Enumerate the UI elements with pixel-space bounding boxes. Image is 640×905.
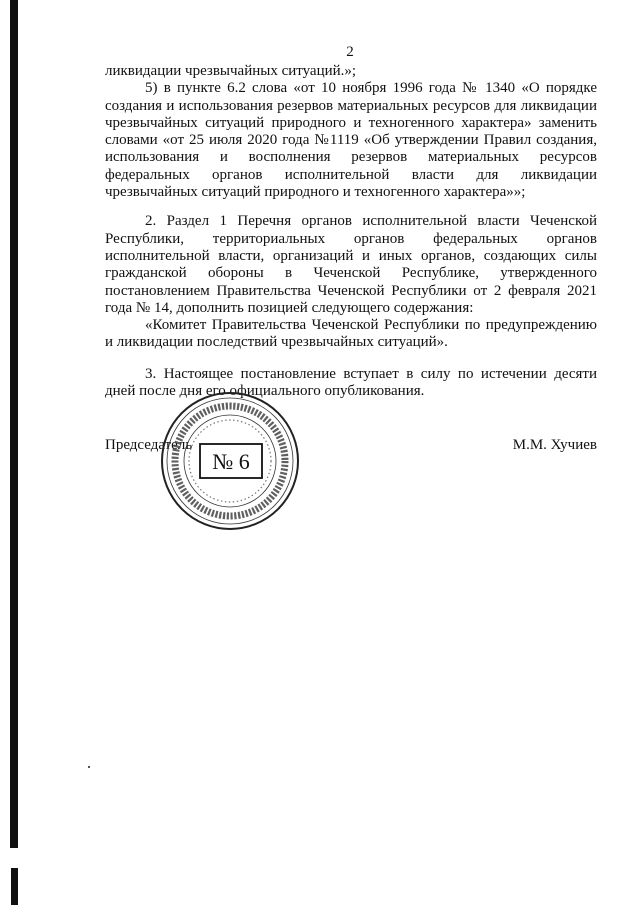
paragraph-item-2: 2. Раздел 1 Перечня органов исполнительной власти Чеченской Республики, территориальных органов федеральных органов исполнительной власти, организаций и иных органов, создающих силы гражданской обороны в Чеченской Республике, утвержденного постановлением Правительства Чеченской Республики от 2 февраля 2021 года № 14, дополнить позицией следующего содержания:	[105, 213, 597, 316]
scan-edge-shadow-bottom	[11, 868, 18, 905]
scan-speck	[88, 766, 90, 768]
paragraph-quote: «Комитет Правительства Чеченской Республики по предупреждению и ликвидации последствий чрезвычайных ситуаций».	[105, 317, 597, 351]
scan-edge-shadow	[10, 0, 18, 848]
paragraph-item-3: 3. Настоящее постановление вступает в силу по истечении десяти дней после дня его официального опубликования.	[105, 365, 597, 400]
signatory-name: М.М. Хучиев	[512, 437, 597, 453]
page-number: 2	[346, 44, 354, 60]
paragraph-item-5: 5) в пункте 6.2 слова «от 10 ноября 1996 года № 1340 «О порядке создания и использования резервов материальных ресурсов для ликвидации чрезвычайных ситуаций природного и техногенного характера» заменить словами «от 25 июля 2020 года №1119 «Об утверждении Правил создания, использования и восполнения резервов материальных ресурсов федеральных органов исполнительной власти для ликвидации чрезвычайных ситуаций природного и техногенного характера»»;	[105, 80, 597, 201]
official-seal-stamp	[159, 390, 301, 532]
stamp-number: № 6	[212, 449, 250, 474]
signatory-title: Председатель	[105, 437, 193, 453]
paragraph-continuation: ликвидации чрезвычайных ситуаций.»;	[105, 63, 357, 79]
document-body	[105, 63, 597, 400]
